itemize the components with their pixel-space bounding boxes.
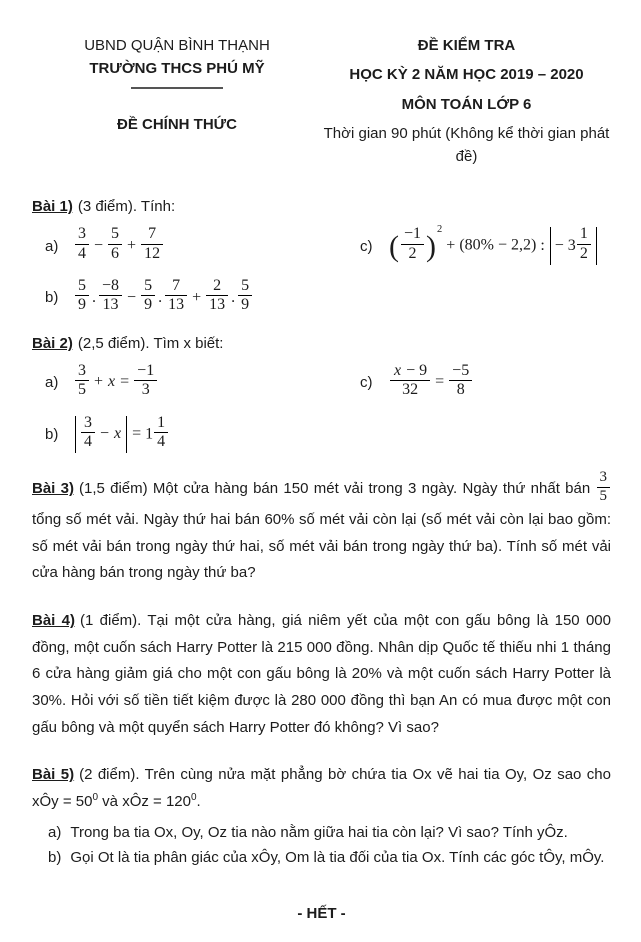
frac bbox=[165, 277, 187, 315]
mop: : bbox=[540, 236, 545, 254]
den: 4 bbox=[154, 432, 168, 451]
mtxt: 1 bbox=[145, 425, 154, 443]
problem-1-item-a bbox=[45, 227, 360, 265]
district-name: UBND QUẬN BÌNH THẠNH bbox=[84, 37, 270, 54]
mop: + bbox=[192, 288, 202, 306]
official-exam-label: ĐỀ CHÍNH THỨC bbox=[117, 115, 237, 133]
num: 5 bbox=[111, 225, 120, 243]
formula-2c bbox=[389, 361, 473, 402]
problem-1-header bbox=[32, 198, 611, 215]
mop: + bbox=[94, 373, 104, 391]
frac bbox=[154, 414, 168, 452]
mdot: . bbox=[231, 288, 236, 306]
num: 2 bbox=[213, 277, 222, 295]
mop: − bbox=[127, 288, 137, 306]
pgroup bbox=[389, 224, 443, 265]
mtxt: . bbox=[196, 793, 201, 811]
exam-subject: MÔN TOÁN LỚP 6 bbox=[401, 95, 532, 113]
mop: − bbox=[100, 425, 110, 443]
num: 3 bbox=[599, 469, 607, 486]
frac bbox=[390, 362, 430, 400]
item-a-label: a) bbox=[45, 374, 59, 392]
frac bbox=[99, 277, 122, 315]
mtxt: 9 bbox=[419, 361, 428, 379]
item-c-label: c) bbox=[360, 374, 373, 392]
num: 5 bbox=[241, 277, 250, 295]
den: 2 bbox=[577, 244, 591, 263]
school-name: TRƯỜNG THCS PHÚ MỸ bbox=[89, 60, 265, 78]
num: 3 bbox=[78, 225, 86, 243]
mop: − bbox=[406, 361, 416, 379]
den: 8 bbox=[449, 380, 472, 399]
den: 32 bbox=[390, 380, 430, 399]
mop: − bbox=[94, 236, 104, 254]
den: 13 bbox=[99, 295, 122, 314]
frac bbox=[81, 414, 95, 452]
item-a-label: a) bbox=[45, 237, 59, 255]
den: 9 bbox=[238, 295, 252, 314]
mop: = bbox=[132, 425, 142, 443]
item-b-label: b) bbox=[45, 425, 59, 443]
mtxt: (80% − 2,2) bbox=[459, 236, 537, 254]
den: 9 bbox=[141, 295, 155, 314]
mdot: . bbox=[92, 288, 96, 306]
den: 4 bbox=[81, 432, 95, 451]
problem-5-text bbox=[32, 766, 611, 810]
problem-1-label: Bài 1) bbox=[32, 198, 73, 216]
mvar: x bbox=[108, 373, 116, 391]
num: 1 bbox=[579, 225, 588, 243]
frac bbox=[206, 277, 228, 315]
mvar: x bbox=[394, 361, 402, 379]
msup: 0 bbox=[190, 792, 197, 804]
problem-5-item-b bbox=[48, 845, 611, 871]
num: −1 bbox=[137, 361, 155, 379]
item-c-label: c) bbox=[360, 237, 373, 255]
problem-4-label: Bài 4) bbox=[32, 611, 75, 629]
mtxt: (1,5 điểm) Một cửa hàng bán 150 mét vải trong 3 ngày. Ngày thứ nhất bán bbox=[78, 480, 596, 498]
formula-2a bbox=[74, 361, 158, 402]
problem-2-items bbox=[45, 361, 611, 454]
problem-2-desc: (2,5 điểm). Tìm x biết: bbox=[77, 334, 224, 352]
mtxt: tổng số mét vải. Ngày thứ hai bán 60% số mét vải còn lại (số mét vải còn lại bao gồm: số mét vải bán trong ngày thứ hai, số mét vải bán trong ngày thứ ba). Tính số mét vải cửa hàng bán trong ngày thứ ba? bbox=[32, 510, 611, 582]
exam-title: ĐỀ KIỂM TRA bbox=[417, 37, 516, 54]
den: 13 bbox=[165, 295, 187, 314]
item-b-text: Gọi Ot là tia phân giác của xÔy, Om là tia đối của tia Ox. Tính các góc tÔy, mÔy. bbox=[70, 849, 605, 867]
abs bbox=[550, 227, 597, 265]
frac bbox=[401, 225, 424, 263]
num: −1 bbox=[404, 225, 422, 243]
mvar: x bbox=[114, 425, 122, 443]
den: 3 bbox=[134, 380, 157, 399]
problem-1-item-b bbox=[45, 279, 360, 317]
num: −8 bbox=[102, 277, 120, 295]
mtxt: (2 điểm). Trên cùng nửa mặt phẳng bờ chứa tia Ox vẽ hai tia Oy, Oz sao cho xÔy = 50 bbox=[32, 766, 611, 811]
problem-3-text bbox=[32, 469, 611, 582]
den: 9 bbox=[75, 295, 89, 314]
problem-1-item-c bbox=[360, 224, 611, 265]
mop: + bbox=[446, 236, 456, 254]
problem-1 bbox=[32, 198, 611, 317]
mop: + bbox=[127, 236, 137, 254]
mop: = bbox=[120, 373, 130, 391]
problem-3 bbox=[32, 471, 611, 587]
den: 6 bbox=[108, 244, 122, 263]
den: 5 bbox=[597, 487, 611, 505]
num: 3 bbox=[84, 413, 92, 431]
mop: = bbox=[435, 373, 445, 391]
formula-1b bbox=[74, 279, 253, 317]
item-b-label: b) bbox=[45, 289, 59, 307]
frac bbox=[449, 362, 472, 400]
frac bbox=[75, 225, 89, 263]
num: 5 bbox=[144, 277, 153, 295]
problem-5 bbox=[32, 762, 611, 870]
frac bbox=[141, 225, 163, 263]
num: 1 bbox=[157, 413, 166, 431]
frac bbox=[75, 277, 89, 315]
den: 13 bbox=[206, 295, 228, 314]
formula-1a bbox=[74, 227, 164, 265]
item-a-text: Trong ba tia Ox, Oy, Oz tia nào nằm giữa hai tia còn lại? Vì sao? Tính yÔz. bbox=[70, 823, 568, 841]
problem-5-items bbox=[48, 820, 611, 871]
problem-2-item-c bbox=[360, 361, 611, 402]
frac bbox=[108, 225, 122, 263]
den: 12 bbox=[141, 244, 163, 263]
mdot: . bbox=[158, 288, 163, 306]
exam-duration: Thời gian 90 phút (Không kể thời gian phát đề) bbox=[323, 124, 610, 165]
problem-4-text: (1 điểm). Tại một cửa hàng, giá niêm yết của một con gấu bông là 150 000 đồng, một cuốn sách Harry Potter là 215 000 đồng. Nhân dịp Quốc tế thiếu nhi 1 tháng 6 cửa hàng giảm giá cho một con gấu bông là 20% và một cuốn sách Harry Potter là 30%. Hỏi với số tiền tiết kiệm được là 280 000 đồng thì bạn An có mua được một con gấu bông và một quyển sách Harry Potter đó không? Vì sao? bbox=[32, 611, 611, 736]
den: 4 bbox=[75, 244, 89, 263]
problem-5-item-a bbox=[48, 820, 611, 846]
formula-2b bbox=[74, 413, 169, 454]
problem-5-intro bbox=[32, 762, 611, 815]
msup: 0 bbox=[92, 792, 99, 804]
header-left-block bbox=[32, 34, 322, 174]
num: 5 bbox=[78, 277, 86, 295]
frac bbox=[238, 277, 252, 315]
pchar: ( bbox=[389, 229, 399, 263]
num bbox=[390, 362, 430, 380]
problem-2-label: Bài 2) bbox=[32, 334, 73, 352]
pinner bbox=[400, 227, 425, 265]
problem-4 bbox=[32, 608, 611, 741]
frac bbox=[141, 277, 155, 315]
num: 7 bbox=[148, 225, 157, 243]
frac bbox=[134, 362, 157, 400]
mtxt: và xÔz = 120 bbox=[98, 793, 191, 811]
document-header bbox=[32, 34, 611, 174]
gsup: 2 bbox=[437, 224, 443, 236]
problem-3-label: Bài 3) bbox=[32, 480, 74, 498]
problem-2-item-b bbox=[45, 413, 360, 454]
exam-term: HỌC KỲ 2 NĂM HỌC 2019 – 2020 bbox=[349, 66, 584, 84]
problem-2-item-a bbox=[45, 361, 360, 402]
frac bbox=[577, 225, 591, 263]
problem-2 bbox=[32, 335, 611, 454]
mtxt: − 3 bbox=[554, 237, 576, 255]
end-of-exam-label: - HẾT - bbox=[297, 904, 346, 922]
problem-1-items bbox=[45, 224, 611, 317]
den: 5 bbox=[75, 380, 89, 399]
formula-1c bbox=[389, 224, 598, 265]
num: 3 bbox=[78, 361, 86, 379]
problem-5-label: Bài 5) bbox=[32, 766, 75, 784]
den: 2 bbox=[401, 244, 424, 263]
frac bbox=[75, 362, 89, 400]
abs bbox=[75, 413, 127, 454]
problem-2-header bbox=[32, 335, 611, 352]
item-b-label: b) bbox=[48, 849, 62, 867]
item-a-label: a) bbox=[48, 823, 62, 841]
num: 7 bbox=[172, 277, 181, 295]
header-right-block bbox=[322, 34, 611, 174]
num: −5 bbox=[452, 361, 470, 379]
header-divider bbox=[131, 87, 223, 89]
problem-1-desc: (3 điểm). Tính: bbox=[77, 198, 176, 216]
pchar: ) bbox=[426, 229, 437, 263]
frac bbox=[597, 469, 611, 505]
